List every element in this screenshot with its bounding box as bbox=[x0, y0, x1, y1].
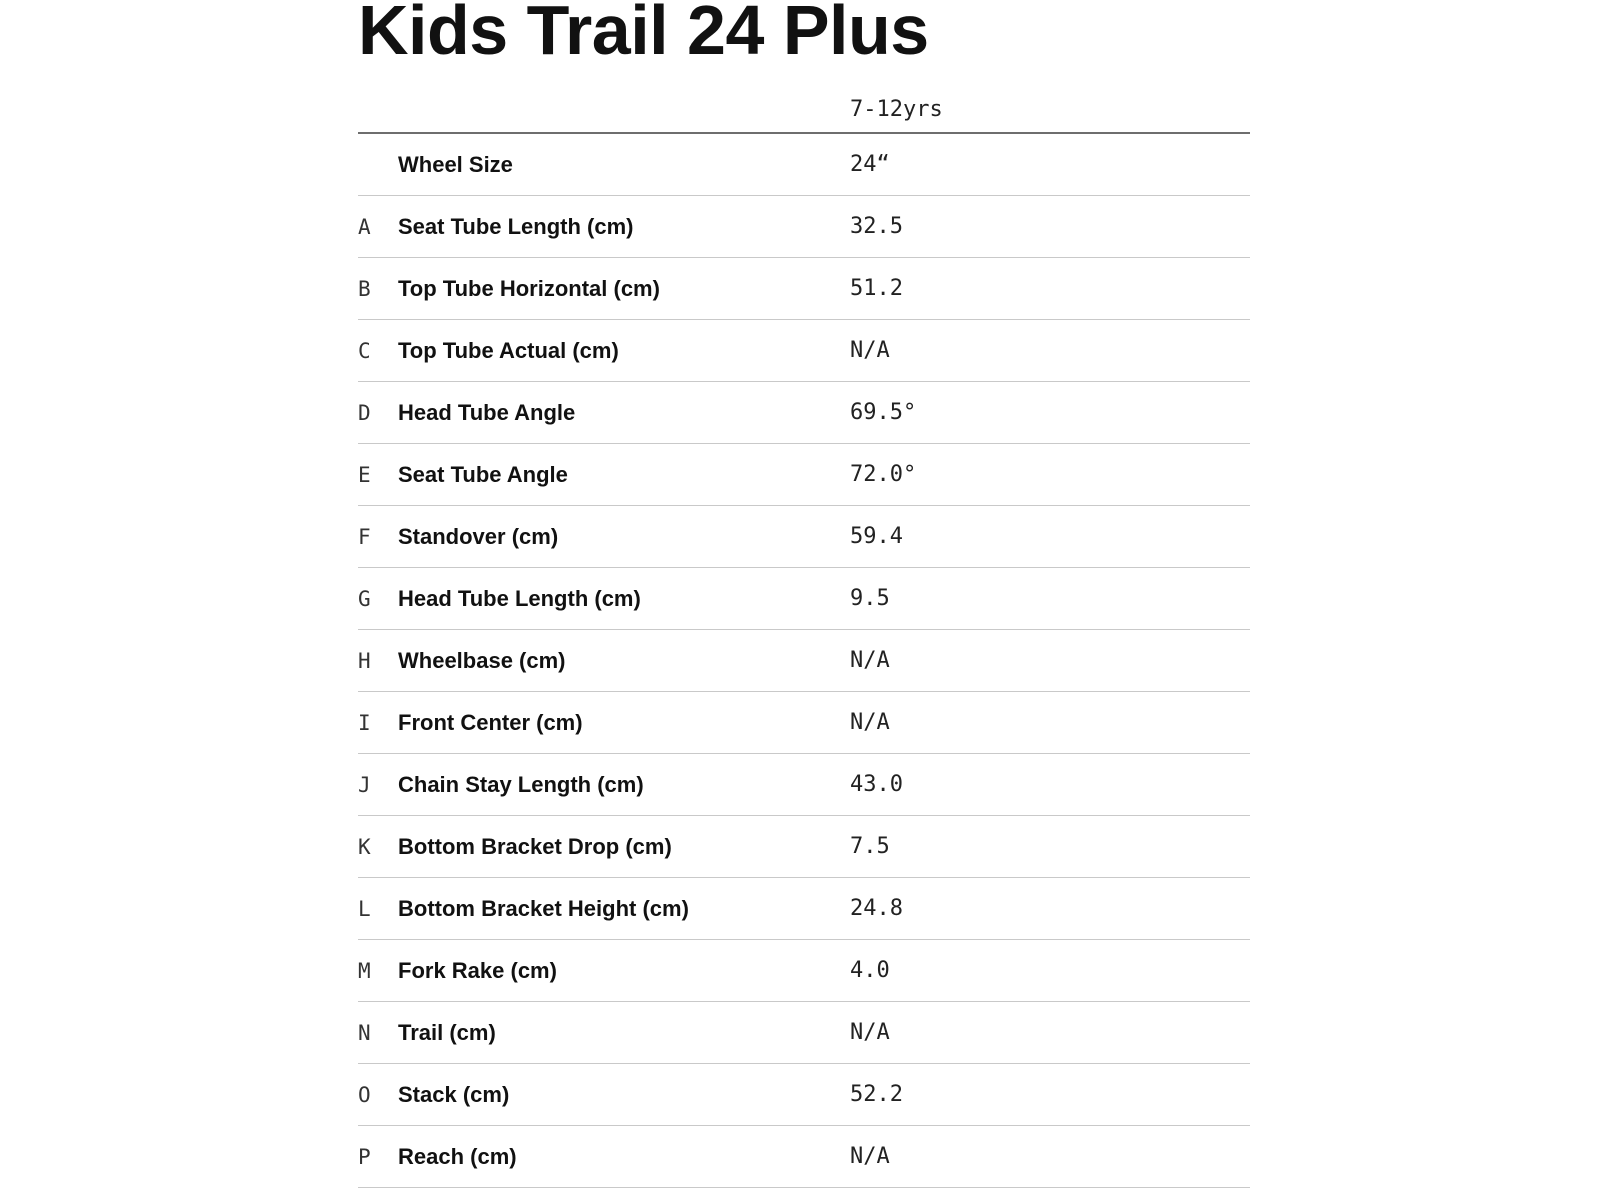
row-value: N/A bbox=[850, 1020, 890, 1045]
row-label: Fork Rake (cm) bbox=[398, 958, 557, 983]
row-label: Seat Tube Length (cm) bbox=[398, 214, 634, 239]
table-row-trail bbox=[358, 1002, 1250, 1064]
row-label: Head Tube Angle bbox=[398, 400, 576, 425]
row-label: Seat Tube Angle bbox=[398, 462, 568, 487]
row-label: Front Center (cm) bbox=[398, 710, 583, 735]
table-row-head-tube-length bbox=[358, 568, 1250, 630]
row-letter: M bbox=[358, 959, 371, 983]
table-row-top-tube-actual bbox=[358, 320, 1250, 382]
row-letter: L bbox=[358, 897, 371, 921]
row-letter: C bbox=[358, 339, 371, 363]
table-row-top-tube-horizontal bbox=[358, 258, 1250, 320]
table-row-head-tube-angle bbox=[358, 382, 1250, 444]
table-row-stack bbox=[358, 1064, 1250, 1126]
table-row-wheelbase bbox=[358, 630, 1250, 692]
table-row-chain-stay-length bbox=[358, 754, 1250, 816]
row-letter: G bbox=[358, 587, 371, 611]
row-label: Standover (cm) bbox=[398, 524, 559, 549]
row-letter: P bbox=[358, 1145, 371, 1169]
row-value: 7.5 bbox=[850, 834, 890, 859]
table-row-reach bbox=[358, 1126, 1250, 1188]
row-value: 9.5 bbox=[850, 586, 890, 611]
row-label: Wheelbase (cm) bbox=[398, 648, 566, 673]
row-letter: J bbox=[358, 773, 371, 797]
row-value: N/A bbox=[850, 648, 890, 673]
table-row-wheel-size bbox=[358, 134, 1250, 196]
row-value: 32.5 bbox=[850, 214, 903, 239]
row-label: Head Tube Length (cm) bbox=[398, 586, 641, 611]
row-label: Top Tube Actual (cm) bbox=[398, 338, 619, 363]
table-row-front-center bbox=[358, 692, 1250, 754]
row-letter: I bbox=[358, 711, 371, 735]
table-row-bottom-bracket-drop bbox=[358, 816, 1250, 878]
row-value: 52.2 bbox=[850, 1082, 903, 1107]
table-row-seat-tube-length bbox=[358, 196, 1250, 258]
row-label: Trail (cm) bbox=[398, 1020, 496, 1045]
row-value: 4.0 bbox=[850, 958, 890, 983]
row-value: 59.4 bbox=[850, 524, 903, 549]
row-value: N/A bbox=[850, 1144, 890, 1169]
row-letter: K bbox=[358, 835, 371, 859]
row-letter: N bbox=[358, 1021, 371, 1045]
row-letter: E bbox=[358, 463, 371, 487]
row-letter: B bbox=[358, 277, 371, 301]
row-label: Bottom Bracket Height (cm) bbox=[398, 896, 689, 921]
row-label: Wheel Size bbox=[398, 152, 513, 177]
row-value: 72.0° bbox=[850, 462, 917, 487]
row-value: 69.5° bbox=[850, 400, 917, 425]
row-value: 24“ bbox=[850, 152, 890, 177]
table-row-standover bbox=[358, 506, 1250, 568]
row-label: Top Tube Horizontal (cm) bbox=[398, 276, 660, 301]
row-letter: A bbox=[358, 215, 371, 239]
row-label: Chain Stay Length (cm) bbox=[398, 772, 644, 797]
row-value: 51.2 bbox=[850, 276, 903, 301]
row-letter: O bbox=[358, 1083, 371, 1107]
page-title: Kids Trail 24 Plus bbox=[358, 0, 929, 69]
row-label: Bottom Bracket Drop (cm) bbox=[398, 834, 672, 859]
row-value: 43.0 bbox=[850, 772, 903, 797]
row-letter: F bbox=[358, 525, 371, 549]
table-row-bottom-bracket-height bbox=[358, 878, 1250, 940]
geometry-table bbox=[358, 82, 1250, 1188]
row-letter: H bbox=[358, 649, 371, 673]
row-value: 24.8 bbox=[850, 896, 903, 921]
table-row-fork-rake bbox=[358, 940, 1250, 1002]
table-header-row bbox=[358, 82, 1250, 134]
size-column-header: 7-12yrs bbox=[850, 97, 943, 122]
table-row-seat-tube-angle bbox=[358, 444, 1250, 506]
row-label: Reach (cm) bbox=[398, 1144, 517, 1169]
row-letter: D bbox=[358, 401, 371, 425]
row-value: N/A bbox=[850, 338, 890, 363]
row-label: Stack (cm) bbox=[398, 1082, 510, 1107]
row-value: N/A bbox=[850, 710, 890, 735]
